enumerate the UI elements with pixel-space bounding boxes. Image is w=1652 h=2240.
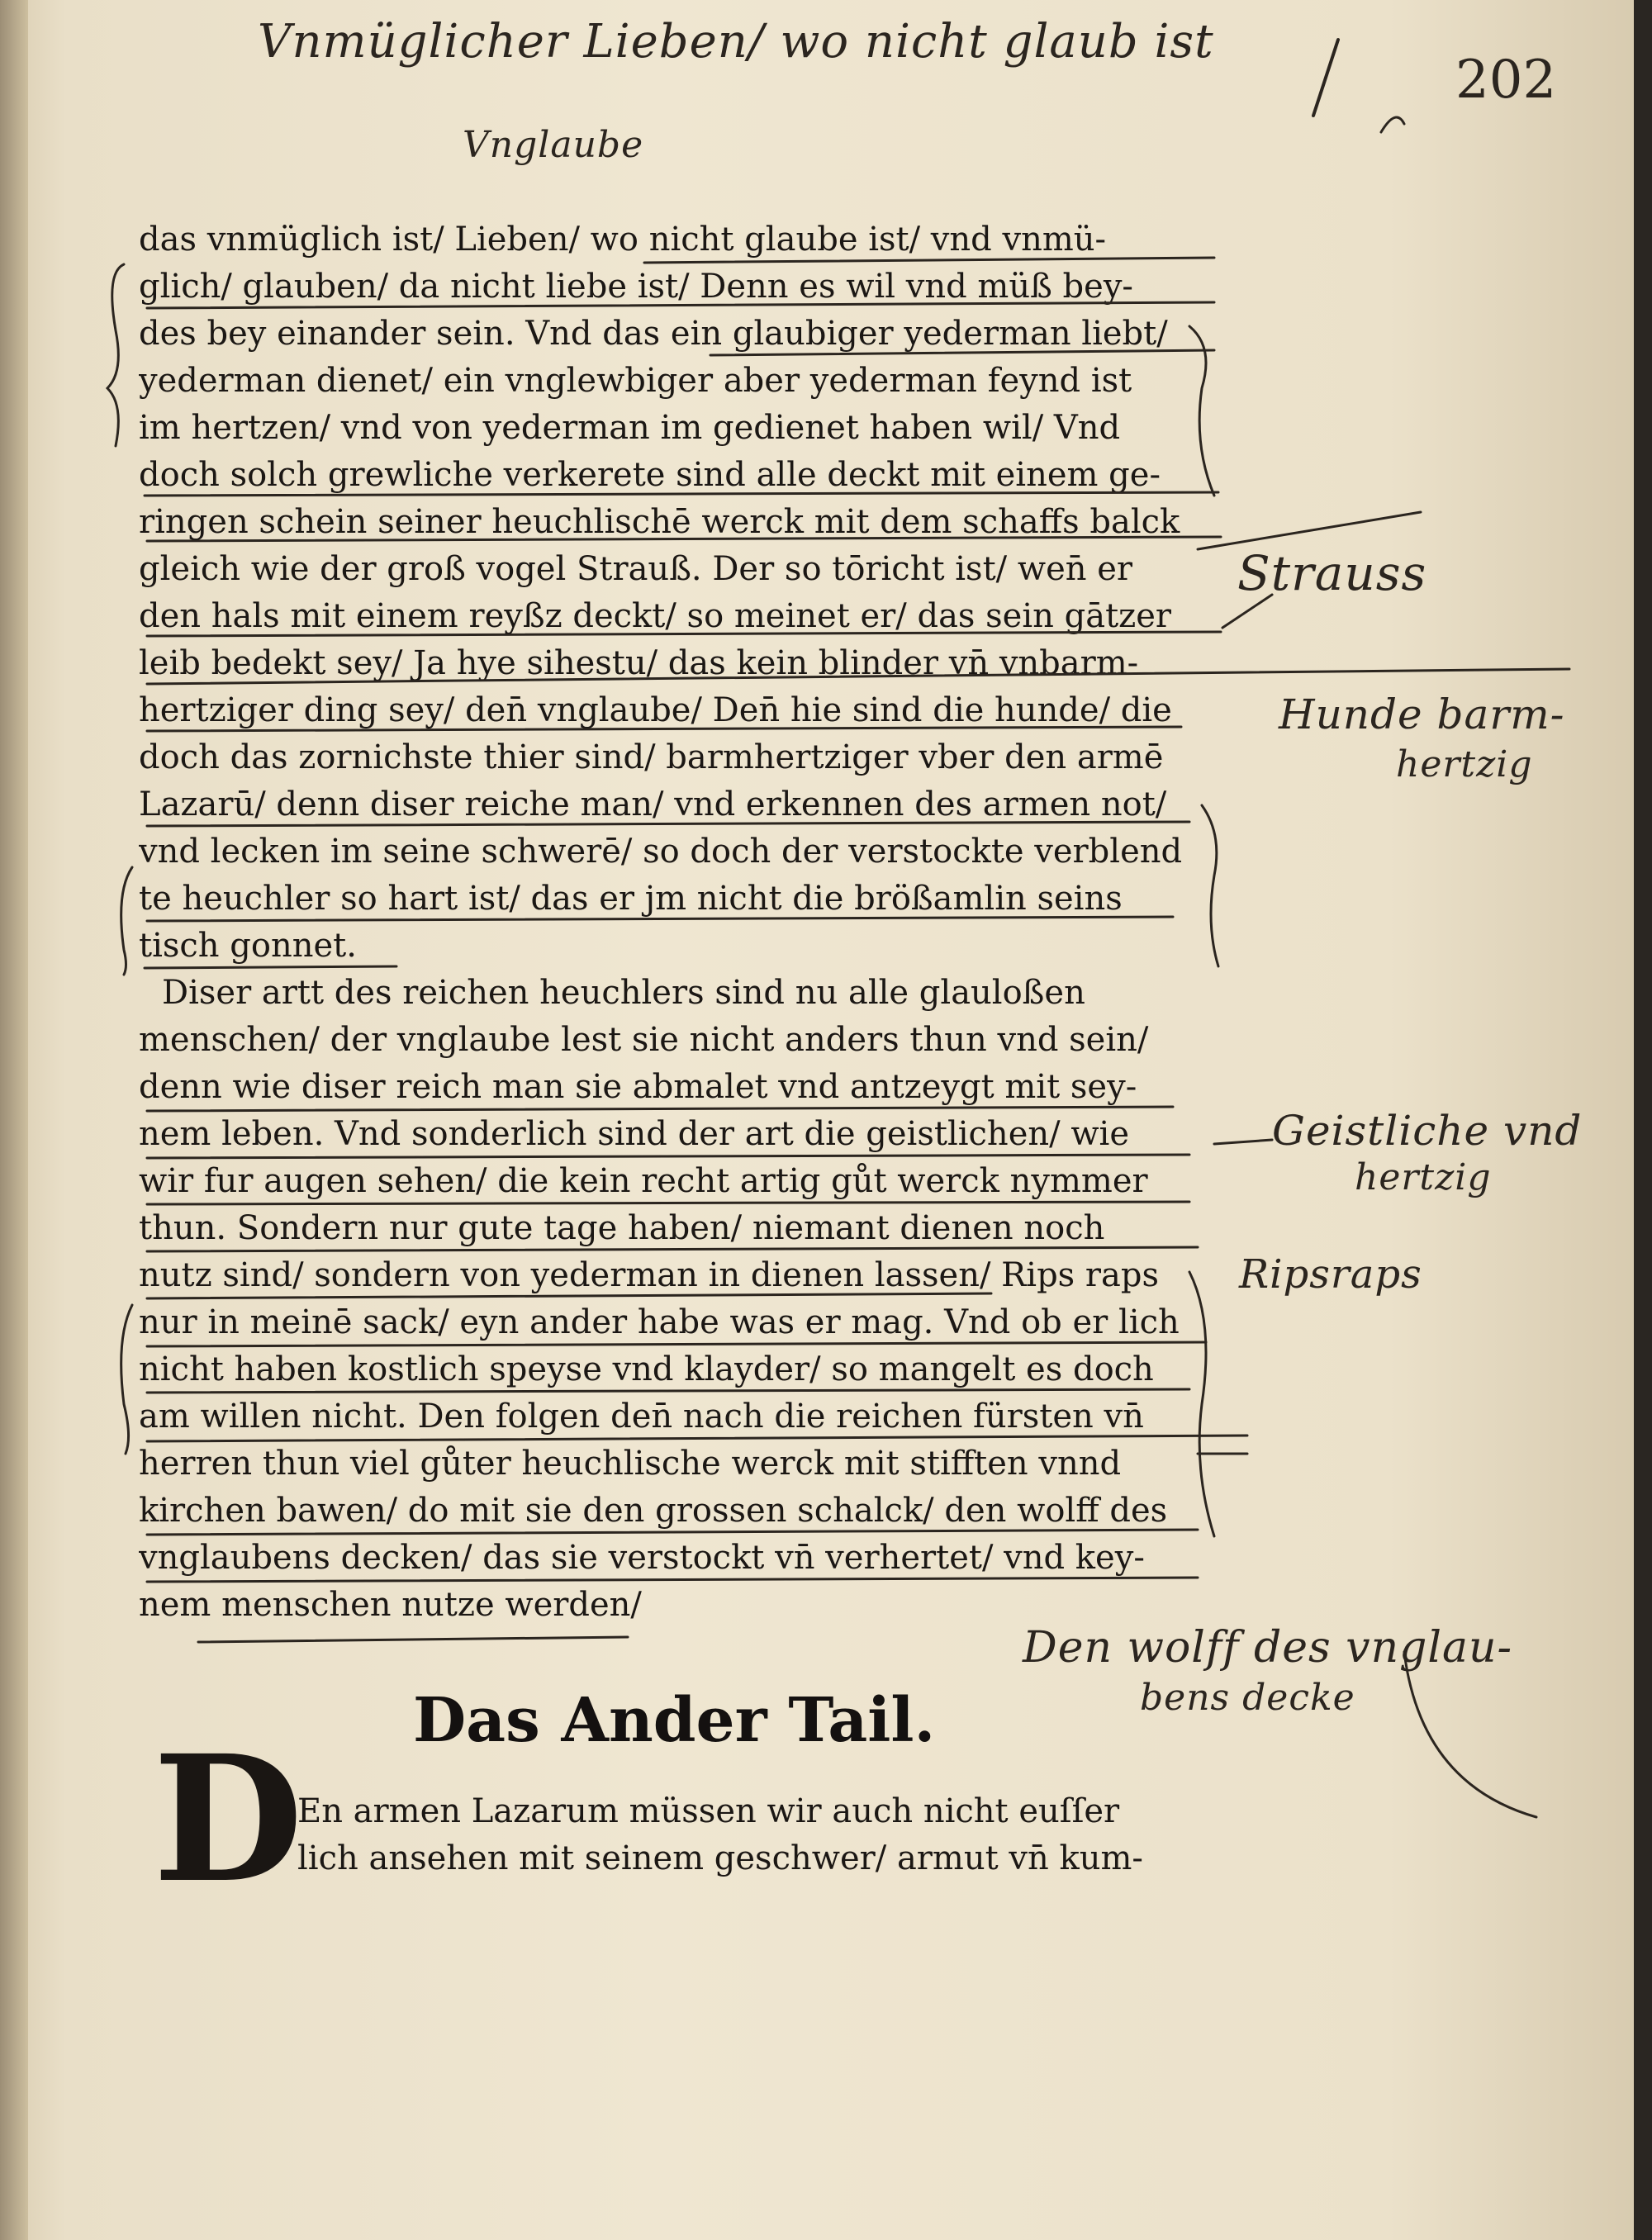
text-line: menschen/ der vnglaube lest sie nicht anders thun vnd sein/ — [139, 1021, 1149, 1059]
text-line: am willen nicht. Den folgen den̄ nach die reichen fürsten vn̄ — [139, 1398, 1144, 1436]
text-line: doch das zornichste thier sind/ barmhertziger vber den armē — [139, 738, 1164, 776]
flourish-stroke — [1381, 117, 1404, 132]
underline-mark — [147, 1436, 1247, 1441]
underline-mark — [147, 1155, 1189, 1158]
text-line: gleich wie der groß vogel Strauß. Der so tōricht ist/ wen̄ er — [139, 550, 1133, 588]
underline-mark — [147, 1107, 1173, 1111]
section-text-line-2: lich ansehen mit seinem geschwer/ armut vn̄ kum- — [297, 1839, 1143, 1877]
text-line: Lazarū/ denn diser reiche man/ vnd erkennen des armen not/ — [139, 785, 1167, 823]
text-line: nicht haben kostlich speyse vnd klayder/ so mangelt es doch — [139, 1350, 1154, 1388]
text-line: das vnmüglich ist/ Lieben/ wo nicht glaube ist/ vnd vnmü- — [139, 221, 1107, 259]
marginal-note-geistliche: Geistliche vnd — [1272, 1107, 1583, 1155]
text-line: te heuchler so hart ist/ das er jm nicht die brößamlin seins — [139, 880, 1123, 918]
connector-stroke — [1198, 512, 1421, 549]
underline-mark — [147, 1202, 1189, 1204]
flourish-stroke — [1404, 1652, 1536, 1817]
underline-mark — [198, 1637, 628, 1642]
text-line: doch solch grewliche verkerete sind alle deckt mit einem ge- — [139, 456, 1161, 494]
text-line: Diser artt des reichen heuchlers sind nu alle glauloßen — [162, 974, 1085, 1012]
text-line: yederman dienet/ ein vnglewbiger aber yederman feynd ist — [139, 362, 1132, 400]
folio-number: 202 — [1455, 50, 1557, 111]
underline-mark — [147, 632, 1221, 636]
text-line: glich/ glauben/ da nicht liebe ist/ Denn es wil vnd müß bey- — [139, 268, 1133, 306]
underline-mark — [147, 917, 1173, 921]
text-line: den hals mit einem reyßz deckt/ so meinet er/ das sein gātzer — [139, 597, 1172, 635]
marginal-note-top-sub: Vnglaube — [463, 124, 644, 166]
marginal-note-top: Vnmüglicher Lieben/ wo nicht glaub ist — [258, 15, 1214, 69]
text-line: thun. Sondern nur gute tage haben/ niemant dienen noch — [139, 1209, 1105, 1247]
underline-mark — [147, 669, 1569, 684]
underline-mark — [710, 350, 1214, 355]
text-line: des bey einander sein. Vnd das ein glaubiger yederman liebt/ — [139, 315, 1168, 353]
right-bracket-mark — [1202, 805, 1218, 966]
text-line: nur in meinē sack/ eyn ander habe was er mag. Vnd ob er lich — [139, 1303, 1180, 1341]
text-line: tisch gonnet. — [139, 927, 357, 965]
underline-mark — [147, 1247, 1198, 1251]
left-bracket-mark — [121, 867, 132, 975]
underline-mark — [147, 537, 1221, 541]
text-line: leib bedekt sey/ Ja hye sihestu/ das kein blinder vn̄ vnbarm- — [139, 644, 1139, 682]
text-line: herren thun viel gůter heuchlische werck mit stifften vnnd — [139, 1445, 1122, 1483]
text-line: hertziger ding sey/ den̄ vnglaube/ Den̄ hie sind die hunde/ die — [139, 691, 1172, 729]
marginal-note-geistliche-2: hertzig — [1355, 1156, 1492, 1198]
connector-stroke — [1214, 1140, 1272, 1144]
marginal-note-ripsraps: Ripsraps — [1239, 1251, 1422, 1298]
text-line: kirchen bawen/ do mit sie den grossen schalck/ den wolff des — [139, 1492, 1168, 1530]
underline-mark — [147, 822, 1189, 826]
underline-mark — [147, 1342, 1206, 1346]
underline-mark — [147, 727, 1181, 731]
underline-mark — [147, 1530, 1198, 1535]
text-line: nem leben. Vnd sonderlich sind der art die geistlichen/ wie — [139, 1115, 1130, 1153]
marginal-note-wolff: Den wolff des vnglau- — [1023, 1623, 1513, 1673]
text-line: vnd lecken im seine schwerē/ so doch der verstockte verblend — [139, 833, 1183, 871]
text-line: vnglaubens decken/ das sie verstockt vn̄ verhertet/ vnd key- — [139, 1539, 1145, 1577]
drop-cap: D — [153, 1717, 304, 1921]
underline-mark — [147, 1389, 1189, 1393]
right-bracket-mark — [1189, 1272, 1214, 1536]
text-line: im hertzen/ vnd von yederman im gedienet haben wil/ Vnd — [139, 409, 1121, 447]
marginal-note-hunde-2: hertzig — [1396, 743, 1533, 785]
left-bracket-mark — [107, 264, 124, 446]
underline-mark — [147, 302, 1214, 308]
text-line: wir fur augen sehen/ die kein recht artig gůt werck nymmer — [139, 1162, 1148, 1200]
flourish-stroke — [1313, 40, 1338, 116]
left-bracket-mark — [121, 1305, 132, 1454]
text-line: denn wie diser reich man sie abmalet vnd antzeygt mit sey- — [139, 1068, 1137, 1106]
connector-stroke — [1222, 595, 1272, 628]
text-line: nutz sind/ sondern von yederman in dienen lassen/ Rips raps — [139, 1256, 1160, 1294]
underline-mark — [147, 1578, 1198, 1582]
marginal-note-hunde: Hunde barm- — [1279, 691, 1565, 738]
marginal-note-wolff-2: bens decke — [1140, 1677, 1355, 1719]
text-line: ringen schein seiner heuchlischē werck mit dem schaffs balck — [139, 503, 1180, 541]
underline-mark — [145, 966, 396, 968]
underline-mark — [147, 1293, 991, 1298]
text-line: nem menschen nutze werden/ — [139, 1586, 642, 1624]
underline-mark — [644, 258, 1214, 263]
section-heading: Das Ander Tail. — [413, 1685, 936, 1756]
section-text-line-1: En armen Lazarum müssen wir auch nicht euſſer — [297, 1792, 1120, 1830]
underline-mark — [145, 492, 1218, 496]
marginal-note-strauss: Strauss — [1237, 545, 1427, 601]
